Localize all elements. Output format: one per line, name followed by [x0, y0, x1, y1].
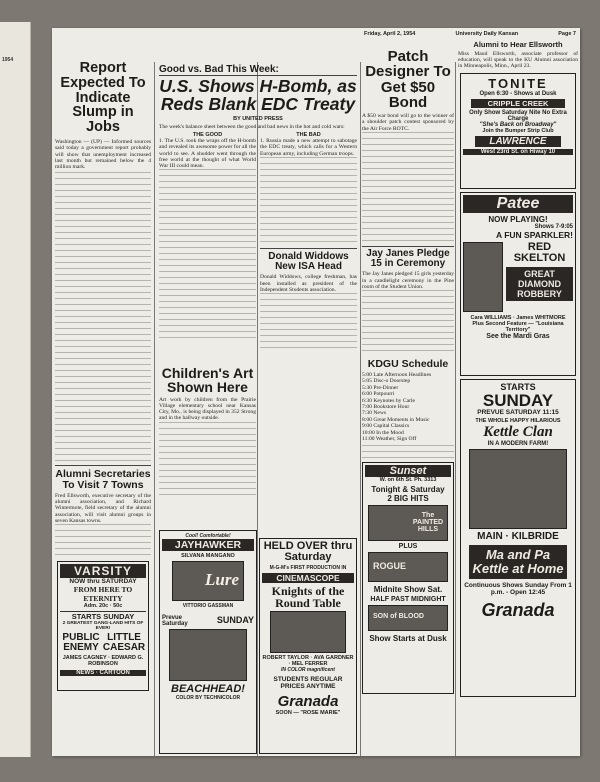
sunset-midnite: Midnite Show Sat.	[373, 584, 443, 594]
folio-date: Friday, April 2, 1954	[364, 31, 416, 37]
granada-cinemascope: CINEMASCOPE	[262, 573, 354, 583]
art-story	[159, 366, 256, 500]
sunset-name: Sunset	[365, 465, 451, 477]
patee-name: Patee	[463, 195, 573, 213]
granada-soon: SOON — "ROSE MARIE"	[275, 710, 341, 716]
kdgu-schedule-item: 11:00 Weather, Sign Off	[362, 436, 417, 443]
varsity-theater-ad	[57, 561, 149, 691]
jayhawker-credit: VITTORIO GASSMAN	[182, 603, 234, 609]
jayhawker-prevue: Prevue Saturday	[162, 615, 188, 627]
son-of-blood-photo	[368, 605, 448, 631]
granada-cast: MAIN · KILBRIDE	[477, 530, 559, 542]
granada-right-logo: Granada	[481, 599, 555, 620]
patee-shows: Shows 7-9:05	[534, 223, 573, 230]
granada-mgm: M-G-M's FIRST PRODUCTION IN	[269, 565, 347, 571]
beachhead-photo	[169, 629, 247, 681]
dusk-cripple-creek: CRIPPLE CREEK	[471, 99, 565, 108]
varsity-starts: STARTS SUNDAY	[60, 611, 146, 621]
folio-page: Page 7	[558, 31, 576, 37]
granada-kettle-clan: Kettle Clan	[483, 423, 553, 440]
sunset-drive-in-ad	[362, 462, 454, 694]
varsity-feature: FROM HERE TO ETERNITY	[73, 585, 133, 604]
varsity-double: 2 GREATEST GANG-LAND HITS OF EVER!	[62, 621, 144, 632]
kettle-photo	[469, 449, 567, 529]
beachhead-color: COLOR BY TECHNICOLOR	[175, 695, 241, 701]
kdgu-schedule-item: 5:30 Pre-Dinner	[362, 384, 399, 391]
h-bomb-intro: The week's balance sheet between the good and bad news in the hot and cold wars:	[159, 123, 345, 130]
headline-childrens-art: Children's Art Shown Here	[161, 365, 254, 396]
column-rule	[154, 62, 155, 756]
varsity-title-2: LITTLE CAESAR	[102, 632, 146, 654]
column-rule	[455, 62, 456, 756]
granada-kettle-title: Ma and Pa Kettle at Home	[469, 545, 567, 579]
good-text: 1. The U.S. took the wraps off the H-bomb and revealed its awesome power for all the world to see. A shudder went through the free world at the thought of what World War III could mean.	[159, 137, 256, 170]
rogue-photo	[368, 552, 448, 582]
jayhawker-theater-ad	[159, 530, 257, 754]
kdgu-schedule-item: 10:00 In the Mood	[362, 429, 404, 436]
patee-theater-ad	[460, 192, 576, 376]
sunset-feature-2: ROGUE	[373, 560, 407, 571]
patee-photo	[463, 242, 503, 312]
art-text: Art work by children from the Prairie Village elementary school near Kansas City, Mo., is being displayed in 352 Strong and in the hallway outside.	[159, 396, 256, 422]
granada-kettle-ad	[460, 379, 576, 697]
jay-janes-text: The Jay Janes pledged 15 girls yesterday in a candlelight ceremony in the Pine room of the Student Union.	[362, 271, 454, 291]
dusk-strip: Join the Bumper Strip Club	[482, 127, 554, 134]
bad-label: THE BAD	[296, 131, 321, 138]
varsity-cast: JAMES CAGNEY · EDWARD G. ROBINSON	[62, 655, 144, 668]
alumni-secretaries-text: Fred Ellsworth, executive secretary of the alumni association, and Richard Wintermote, field secretary of the alumni association, will visit alumni groups in seven Kansas towns.	[55, 492, 151, 524]
headline-alumni-secretaries: Alumni Secretaries To Visit 7 Towns	[55, 468, 151, 492]
kdgu-schedule-list	[362, 372, 454, 442]
dusk-only-show: Only Show Saturday Nite No Extra Charge	[469, 109, 567, 122]
granada-knights-ad	[259, 538, 357, 754]
headline-widdows: Donald Widdows New ISA Head	[268, 250, 349, 273]
alumni-secretaries-body	[55, 524, 151, 558]
headline-alumni-ellsworth: Alumni to Hear Ellsworth	[473, 40, 563, 49]
column-1	[55, 28, 151, 756]
varsity-name: VARSITY	[60, 564, 146, 578]
painted-hills-photo	[368, 505, 448, 541]
previous-page-tag: 1954	[2, 57, 14, 63]
granada-family: THE WHOLE HAPPY HILARIOUS	[475, 417, 561, 424]
good-bad-columns	[159, 132, 357, 349]
jayhawker-movie: Lure	[205, 570, 239, 589]
kdgu-schedule-item: 9:00 Capital Classics	[362, 423, 410, 430]
sunset-start: Show Starts at Dusk	[369, 633, 447, 643]
varsity-news: NEWS · CARTOON	[60, 670, 146, 676]
sunset-address: W. on 6th St. Ph. 3313	[379, 476, 437, 483]
granada-starts: STARTS	[500, 381, 536, 392]
knights-photo	[270, 611, 346, 653]
sunset-plus: PLUS	[398, 542, 418, 550]
good-column	[159, 132, 256, 349]
jayhawker-name: JAYHAWKER	[162, 539, 254, 551]
patee-sparkler: A FUN SPARKLER!	[496, 229, 573, 240]
jobs-report-body	[55, 172, 151, 462]
granada-prices: STUDENTS REGULAR PRICES ANYTIME	[273, 676, 343, 690]
patee-mardi-gras: See the Mardi Gras	[486, 332, 550, 340]
bad-text: 1. Russia made a new attempt to sabotage the EDC treaty, which calls for a Western European army, including German troops.	[260, 137, 357, 157]
kdgu-schedule-item: 6:30 Keynotes by Carle	[362, 397, 415, 404]
good-label: THE GOOD	[192, 131, 223, 138]
varsity-title-1: PUBLIC ENEMY	[62, 632, 100, 654]
jobs-report-lead: Washington — (UP) — Informed sources said today a government report probably will show that unemployment increased last month but remained below the 4 million mark.	[55, 138, 151, 171]
kdgu-schedule-item: 5:00 Late Afternoon Headlines	[362, 372, 432, 379]
granada-farm: IN A MODERN FARM!	[487, 440, 549, 447]
patee-cast: Cara WILLIAMS · James WHITMORE	[470, 314, 566, 321]
kicker-good-vs-bad: Good vs. Bad This Week:	[159, 64, 357, 76]
granada-color: IN COLOR magnificent	[281, 667, 335, 673]
headline-h-bomb: U.S. Shows H-Bomb, as Reds Blank EDC Treaty	[159, 76, 357, 114]
column-2	[159, 28, 357, 756]
sunset-hits: 2 BIG HITS	[387, 493, 429, 503]
granada-continuous: Continuous Shows Sunday From 1 p.m. - Open 12:45	[464, 581, 572, 596]
dusk-address: West 23rd St. on Hiway 10	[463, 149, 573, 155]
jayhawker-star: SILVANA MANGANO	[181, 553, 235, 559]
bad-column	[260, 132, 357, 349]
patee-title: GREAT DIAMOND ROBBERY	[506, 267, 573, 301]
headline-kdgu: KDGU Schedule	[367, 358, 449, 371]
dusk-open: Open 6:30 - Shows at Dusk	[479, 90, 557, 97]
column-3	[362, 28, 454, 756]
granada-sunday: SUNDAY	[482, 390, 554, 410]
newspaper-page	[52, 28, 580, 756]
sunset-feature-3: SON of BLOOD	[373, 612, 424, 620]
headline-jay-janes: Jay Janes Pledge 15 in Ceremony	[366, 248, 450, 270]
folio-paper: University Daily Kansan	[455, 31, 519, 37]
headline-patch-designer: Patch Designer To Get $50 Bond	[365, 48, 451, 111]
patee-plus: Plus Second Feature — "Louisiana Territory"	[472, 320, 564, 333]
widdows-text: Donald Widdows, college freshman, has been installed as president of the Independent Students association.	[260, 274, 357, 293]
jayhawker-tagline: Cool! Comfortable!	[185, 533, 231, 539]
patee-now: NOW PLAYING!	[488, 214, 548, 224]
jayhawker-photo	[172, 561, 244, 601]
kdgu-schedule-item: 5:05 Disc-o Doorstep	[362, 378, 411, 385]
varsity-now: NOW thru SATURDAY	[69, 578, 137, 586]
sunset-half-past: HALF PAST MIDNIGHT	[370, 595, 446, 603]
granada-prevue: PREVUE SATURDAY 11:15	[477, 408, 559, 416]
previous-page-edge	[0, 22, 31, 757]
granada-knights-title: Knights of the Round Table	[271, 584, 345, 610]
granada-held-over: HELD OVER thru Saturday	[263, 540, 353, 563]
dusk-tonite: TONITE	[488, 75, 548, 91]
kdgu-schedule-item: 7:00 Bookstore Hour	[362, 404, 410, 411]
dusk-lawrence: LAWRENCE	[475, 136, 561, 147]
patee-star: RED SKELTON	[513, 240, 566, 264]
granada-logo: Granada	[277, 693, 339, 710]
kdgu-schedule-item: 6:00 Potpourri	[362, 391, 395, 398]
h-bomb-byline: BY UNITED PRESS	[233, 115, 283, 122]
varsity-price: Adm. 20c · 50c	[83, 603, 123, 610]
kdgu-schedule-item: 7:30 News	[362, 410, 387, 417]
dusk-feature: "She's Back on Broadway"	[479, 121, 557, 128]
granada-stars: ROBERT TAYLOR · AVA GARDNER · MEL FERRER	[262, 655, 354, 667]
patch-text: A $50 war bond will go to the winner of a shoulder patch contest sponsored by the Air Force ROTC.	[362, 113, 454, 132]
column-rule	[360, 62, 361, 756]
dusk-drive-in-ad	[460, 73, 576, 189]
kdgu-schedule-item: 8:00 Great Moments in Music	[362, 416, 430, 423]
column-4	[458, 28, 578, 756]
jayhawker-sunday: SUNDAY	[216, 615, 254, 625]
headline-jobs-report: Report Expected To Indicate Slump in Jobs	[60, 60, 146, 136]
sunset-feature-1: The PAINTED HILLS	[412, 511, 444, 533]
ellsworth-text: Miss Maud Ellsworth, associate professor of education, will speak to the KU Alumni association in Minneapolis, Minn., April 23.	[458, 50, 578, 70]
beachhead-title: BEACHHEAD!	[171, 683, 245, 695]
sunset-tonight: Tonight & Saturday	[371, 484, 445, 494]
